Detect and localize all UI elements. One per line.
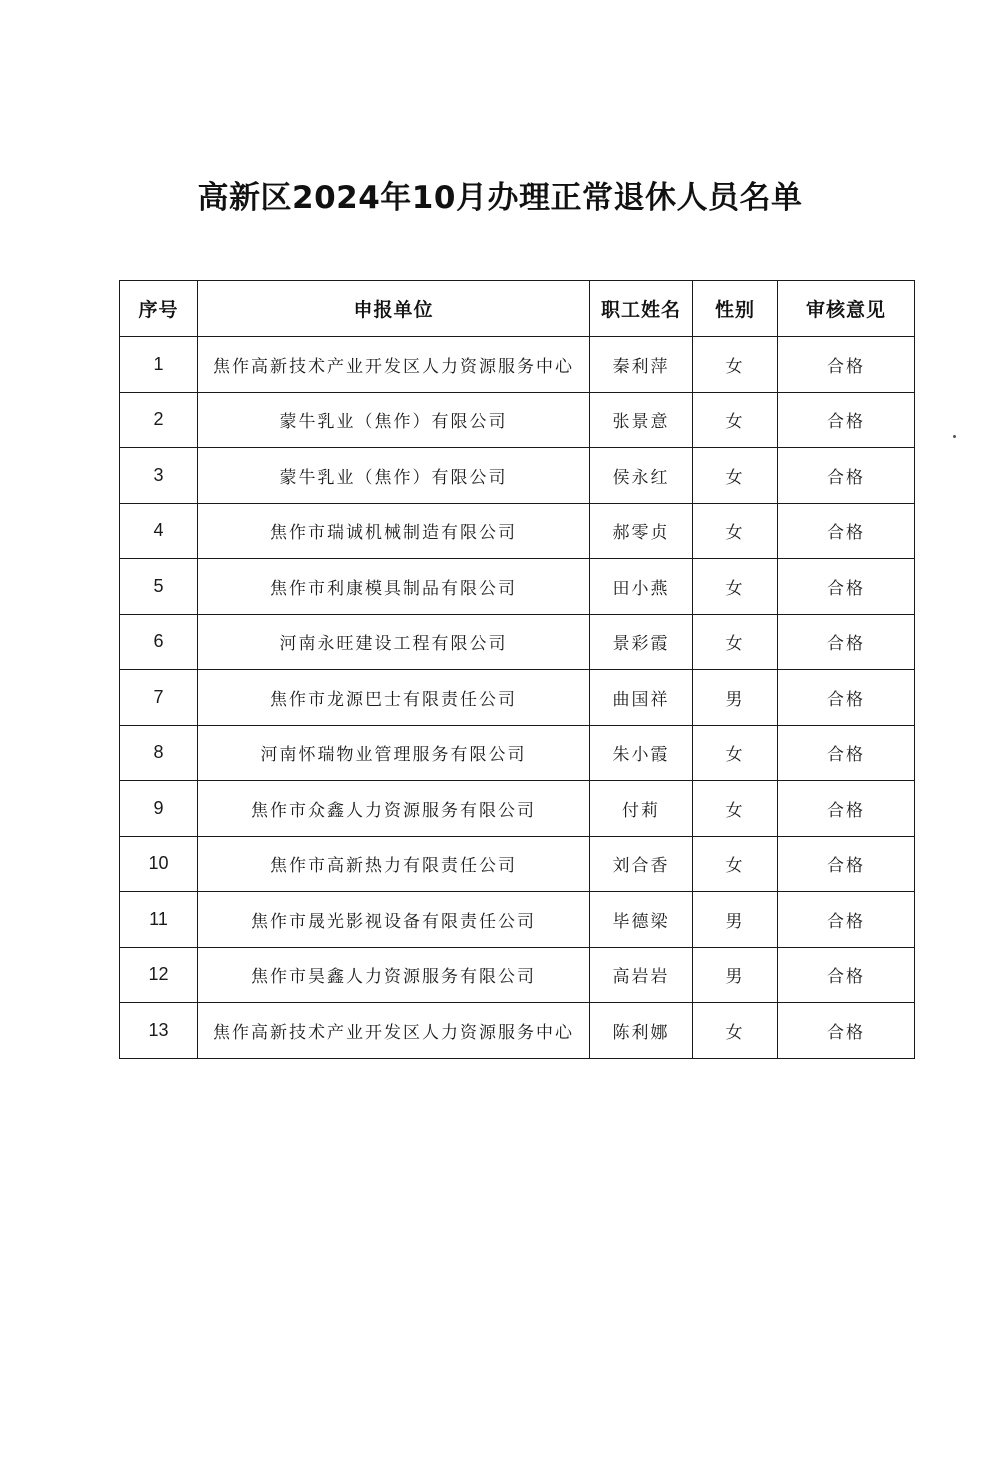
table-row — [120, 448, 915, 504]
cell-sex: 女 — [693, 559, 778, 615]
cell-sex: 男 — [693, 670, 778, 726]
cell-result: 合格 — [778, 614, 915, 670]
cell-no: 3 — [120, 448, 198, 504]
table-row — [120, 670, 915, 726]
cell-result: 合格 — [778, 725, 915, 781]
cell-result: 合格 — [778, 503, 915, 559]
cell-sex: 女 — [693, 448, 778, 504]
cell-unit: 焦作高新技术产业开发区人力资源服务中心 — [198, 1003, 590, 1059]
cell-name: 张景意 — [590, 392, 693, 448]
cell-result: 合格 — [778, 559, 915, 615]
cell-unit: 焦作市高新热力有限责任公司 — [198, 836, 590, 892]
cell-unit: 焦作高新技术产业开发区人力资源服务中心 — [198, 337, 590, 393]
header-no: 序号 — [120, 281, 198, 337]
table-row — [120, 725, 915, 781]
cell-name: 高岩岩 — [590, 947, 693, 1003]
cell-no: 5 — [120, 559, 198, 615]
cell-no: 6 — [120, 614, 198, 670]
cell-name: 付莉 — [590, 781, 693, 837]
table-row — [120, 947, 915, 1003]
cell-no: 13 — [120, 1003, 198, 1059]
cell-name: 秦利萍 — [590, 337, 693, 393]
cell-unit: 焦作市晟光影视设备有限责任公司 — [198, 892, 590, 948]
cell-no: 8 — [120, 725, 198, 781]
cell-unit: 焦作市瑞诚机械制造有限公司 — [198, 503, 590, 559]
table-row — [120, 781, 915, 837]
cell-sex: 女 — [693, 503, 778, 559]
cell-name: 陈利娜 — [590, 1003, 693, 1059]
cell-result: 合格 — [778, 836, 915, 892]
cell-sex: 男 — [693, 892, 778, 948]
cell-result: 合格 — [778, 1003, 915, 1059]
cell-unit: 河南怀瑞物业管理服务有限公司 — [198, 725, 590, 781]
cell-unit: 焦作市利康模具制品有限公司 — [198, 559, 590, 615]
cell-sex: 女 — [693, 392, 778, 448]
cell-name: 朱小霞 — [590, 725, 693, 781]
header-sex: 性别 — [693, 281, 778, 337]
table-row — [120, 559, 915, 615]
cell-sex: 男 — [693, 947, 778, 1003]
table-row — [120, 337, 915, 393]
cell-unit: 蒙牛乳业（焦作）有限公司 — [198, 392, 590, 448]
cell-result: 合格 — [778, 392, 915, 448]
cell-no: 7 — [120, 670, 198, 726]
header-unit: 申报单位 — [198, 281, 590, 337]
cell-result: 合格 — [778, 892, 915, 948]
cell-result: 合格 — [778, 781, 915, 837]
header-name: 职工姓名 — [590, 281, 693, 337]
cell-result: 合格 — [778, 448, 915, 504]
cell-sex: 女 — [693, 1003, 778, 1059]
cell-unit: 焦作市昊鑫人力资源服务有限公司 — [198, 947, 590, 1003]
cell-no: 9 — [120, 781, 198, 837]
table-row — [120, 836, 915, 892]
header-result: 审核意见 — [778, 281, 915, 337]
cell-no: 4 — [120, 503, 198, 559]
cell-sex: 女 — [693, 781, 778, 837]
cell-name: 田小燕 — [590, 559, 693, 615]
cell-sex: 女 — [693, 614, 778, 670]
scan-speck — [953, 435, 956, 438]
cell-unit: 焦作市龙源巴士有限责任公司 — [198, 670, 590, 726]
cell-sex: 女 — [693, 836, 778, 892]
table-row — [120, 1003, 915, 1059]
cell-no: 11 — [120, 892, 198, 948]
cell-name: 毕德梁 — [590, 892, 693, 948]
table-row — [120, 614, 915, 670]
retirement-roster-table — [119, 280, 915, 1059]
document-title: 高新区2024年10月办理正常退休人员名单 — [197, 180, 803, 216]
cell-unit: 河南永旺建设工程有限公司 — [198, 614, 590, 670]
cell-sex: 女 — [693, 725, 778, 781]
cell-result: 合格 — [778, 947, 915, 1003]
table-row — [120, 503, 915, 559]
cell-name: 侯永红 — [590, 448, 693, 504]
cell-unit: 焦作市众鑫人力资源服务有限公司 — [198, 781, 590, 837]
table-header-row — [120, 281, 915, 337]
cell-no: 1 — [120, 337, 198, 393]
cell-no: 2 — [120, 392, 198, 448]
cell-result: 合格 — [778, 337, 915, 393]
cell-name: 刘合香 — [590, 836, 693, 892]
cell-result: 合格 — [778, 670, 915, 726]
cell-name: 景彩霞 — [590, 614, 693, 670]
table-row — [120, 392, 915, 448]
cell-sex: 女 — [693, 337, 778, 393]
cell-name: 郝零贞 — [590, 503, 693, 559]
cell-unit: 蒙牛乳业（焦作）有限公司 — [198, 448, 590, 504]
table-row — [120, 892, 915, 948]
cell-no: 12 — [120, 947, 198, 1003]
cell-name: 曲国祥 — [590, 670, 693, 726]
cell-no: 10 — [120, 836, 198, 892]
